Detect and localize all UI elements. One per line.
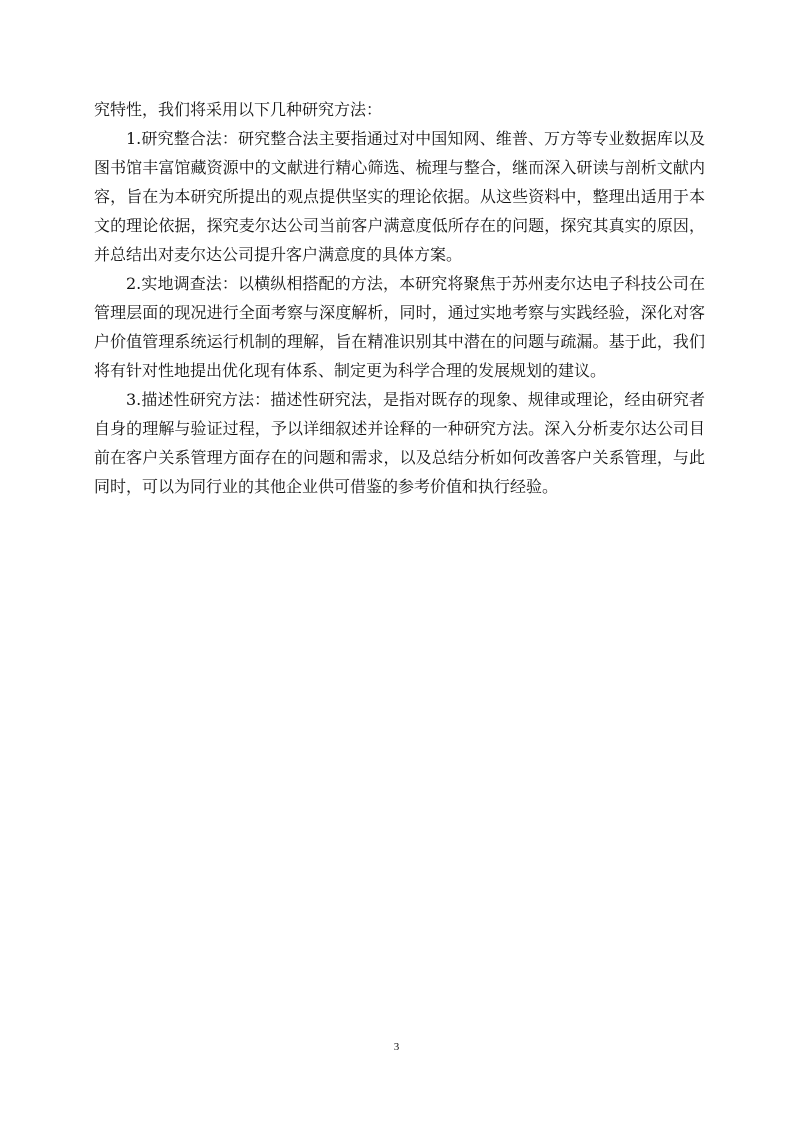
paragraph-research-integration-method: 1.研究整合法：研究整合法主要指通过对中国知网、维普、万方等专业数据库以及图书馆丰富馆藏资源中的文献进行精心筛选、梳理与整合，继而深入研读与剖析文献内容，旨在为本研究所提出的观点提供坚实的理论依据。从这些资料中，整理出适用于本文的理论依据，探究麦尔达公司当前客户满意度低所存在的问题，探究其真实的原因，并总结出对麦尔达公司提升客户满意度的具体方案。: [94, 129, 705, 264]
page-number: 3: [393, 1041, 400, 1053]
body-text: [94, 95, 705, 501]
paragraph-continuation: 究特性，我们将采用以下几种研究方法：: [94, 100, 383, 119]
paragraph-descriptive-research-method: 3.描述性研究方法：描述性研究法，是指对既存的现象、规律或理论，经由研究者自身的理解与验证过程，予以详细叙述并诠释的一种研究方法。深入分析麦尔达公司目前在客户关系管理方面存在的问题和需求，以及总结分析如何改善客户关系管理，与此同时，可以为同行业的其他企业供可借鉴的参考价值和执行经验。: [94, 390, 705, 496]
paragraph-field-survey-method: 2.实地调查法：以横纵相搭配的方法，本研究将聚焦于苏州麦尔达电子科技公司在管理层面的现况进行全面考察与深度解析，同时，通过实地考察与实践经验，深化对客户价值管理系统运行机制的理解，旨在精准识别其中潜在的问题与疏漏。基于此，我们将有针对性地提出优化现有体系、制定更为科学合理的发展规划的建议。: [94, 274, 705, 380]
